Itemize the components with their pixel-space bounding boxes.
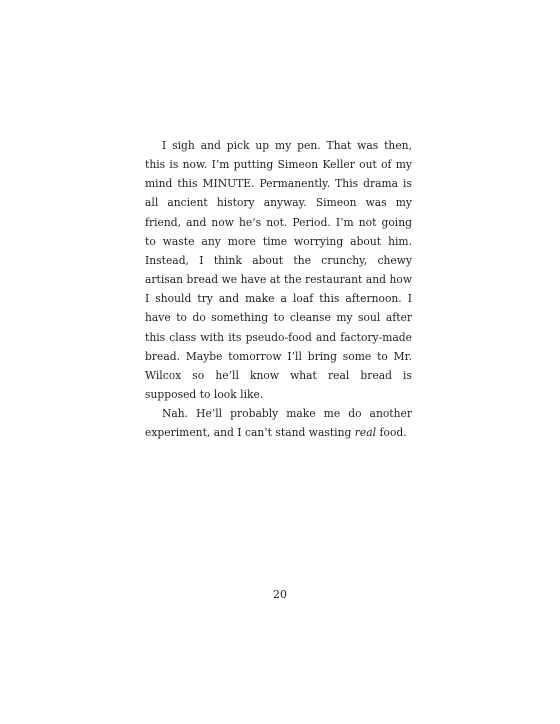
page-body-text <box>145 136 412 443</box>
paragraph-2-end: food. <box>376 426 407 440</box>
page-number: 20 <box>273 588 287 601</box>
paragraph-2 <box>145 404 412 442</box>
italic-word-real: real <box>354 426 377 440</box>
paragraph-2-start: Nah. He’ll probably make me do another experiment, and I can’t stand wasting <box>145 407 412 440</box>
paragraph-1: I sigh and pick up my pen. That was then, this is now. I’m putting Simeon Keller out of my mind this MINUTE. Permanently. This drama is all ancient history anyway. Simeon was my friend, and now he’s not. Period. I’m not going to waste any more time worrying about him. Instead, I think about the crunchy, chewy artisan bread we have at the restaurant and how I should try and make a loaf this afternoon. I have to do something to cleanse my soul after this class with its pseudo-food and factory-made bread. Maybe tomorrow I’ll bring some to Mr. Wilcox so he’ll know what real bread is supposed to look like. <box>145 139 412 402</box>
